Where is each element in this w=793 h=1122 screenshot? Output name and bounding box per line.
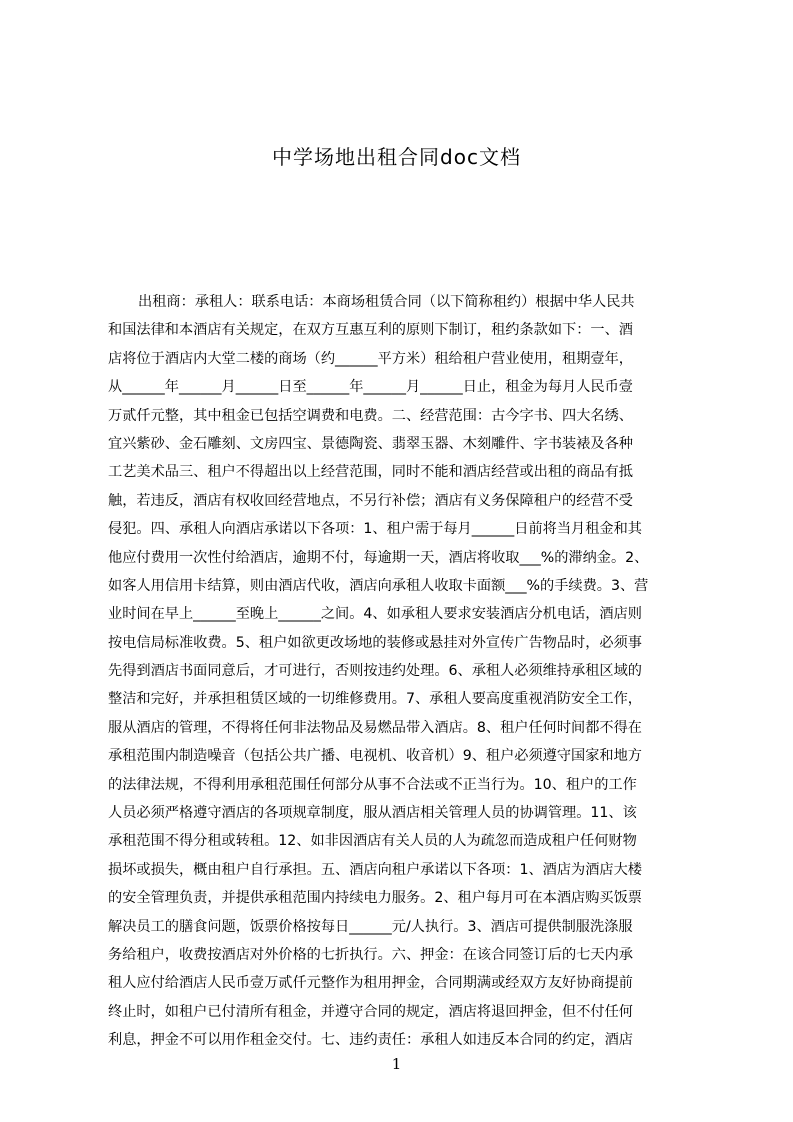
body-line: 出租商：承租人：联系电话：本商场租赁合同（以下简称租约）根据中华人民共 <box>138 294 635 310</box>
body-line: 务给租户，收费按酒店对外价格的七折执行。六、押金：在该合同签订后的七天内承 <box>108 946 633 963</box>
body-line: 终止时，如租户已付清所有租金，并遵守合同的规定，酒店将退回押金，但不付任何 <box>108 1003 633 1020</box>
body-line: 先得到酒店书面同意后，才可进行，否则按违约处理。6、承租人必须维持承租区域的 <box>108 663 642 680</box>
body-line: 整洁和完好，并承担租赁区域的一切维修费用。7、承租人要高度重视消防安全工作， <box>108 691 642 708</box>
body-line: 按电信局标准收费。5、租户如欲更改场地的装修或悬挂对外宣传广告物品时，必须事 <box>108 634 642 651</box>
body-line: 的安全管理负责，并提供承租范围内持续电力服务。2、租户每月可在本酒店购买饭票 <box>108 890 642 907</box>
body-line: 宜兴紫砂、金石雕刻、文房四宝、景德陶瓷、翡翠玉器、木刻雕件、字书装裱及各种 <box>108 435 633 452</box>
body-line: 损坏或损失，概由租户自行承担。五、酒店向租户承诺以下各项：1、酒店为酒店大楼 <box>108 861 642 878</box>
body-line: 解决员工的膳食问题，饭票价格按每日______元/人执行。3、酒店可提供制服洗涤服 <box>108 918 633 935</box>
body-line: 触，若违反，酒店有权收回经营地点，不另行补偿；酒店有义务保障租户的经营不受 <box>108 492 633 509</box>
body-line: 承租范围不得分租或转租。12、如非因酒店有关人员的人为疏忽而造成租户任何财物 <box>108 833 637 850</box>
contract-body <box>108 288 698 1049</box>
body-line: 从______年______月______日至______年______月______日止，租金为每月人民币壹 <box>108 379 633 396</box>
body-line: 租人应付给酒店人民币壹万贰仟元整作为租用押金，合同期满或经双方友好协商提前 <box>108 975 633 992</box>
page-number: 1 <box>391 1055 402 1073</box>
body-line: 店将位于酒店内大堂二楼的商场（约______平方米）租给租户营业使用，租期壹年， <box>108 350 633 367</box>
body-line: 服从酒店的管理，不得将任何非法物品及易燃品带入酒店。8、租户任何时间都不得在 <box>108 719 642 736</box>
body-line: 的法律法规，不得利用承租范围任何部分从事不合法或不正当行为。10、租户的工作 <box>108 776 637 793</box>
body-line: 利息，押金不可以用作租金交付。七、违约责任：承租人如违反本合同的约定，酒店 <box>108 1032 633 1049</box>
body-line: 业时间在早上______至晚上______之间。4、如承租人要求安装酒店分机电话，酒店则 <box>108 606 642 623</box>
body-line: 承租范围内制造噪音（包括公共广播、电视机、收音机）9、租户必须遵守国家和地方 <box>108 748 642 765</box>
body-line: 侵犯。四、承租人向酒店承诺以下各项：1、租户需于每月______日前将当月租金和其 <box>108 521 642 538</box>
body-line: 和国法律和本酒店有关规定，在双方互惠互利的原则下制订，租约条款如下：一、酒 <box>108 322 633 339</box>
body-line: 人员必须严格遵守酒店的各项规章制度，服从酒店相关管理人员的协调管理。11、该 <box>108 805 637 822</box>
document-title: 中学场地出租合同doc文档 <box>272 145 521 169</box>
body-line: 万贰仟元整，其中租金已包括空调费和电费。二、经营范围：古今字书、四大名绣、 <box>108 407 633 424</box>
body-line: 如客人用信用卡结算，则由酒店代收，酒店向承租人收取卡面额___%的手续费。3、营 <box>108 577 649 594</box>
body-line: 工艺美术品三、租户不得超出以上经营范围，同时不能和酒店经营或出租的商品有抵 <box>108 464 633 481</box>
body-line: 他应付费用一次性付给酒店，逾期不付，每逾期一天，酒店将收取___%的滞纳金。2、 <box>108 549 649 566</box>
